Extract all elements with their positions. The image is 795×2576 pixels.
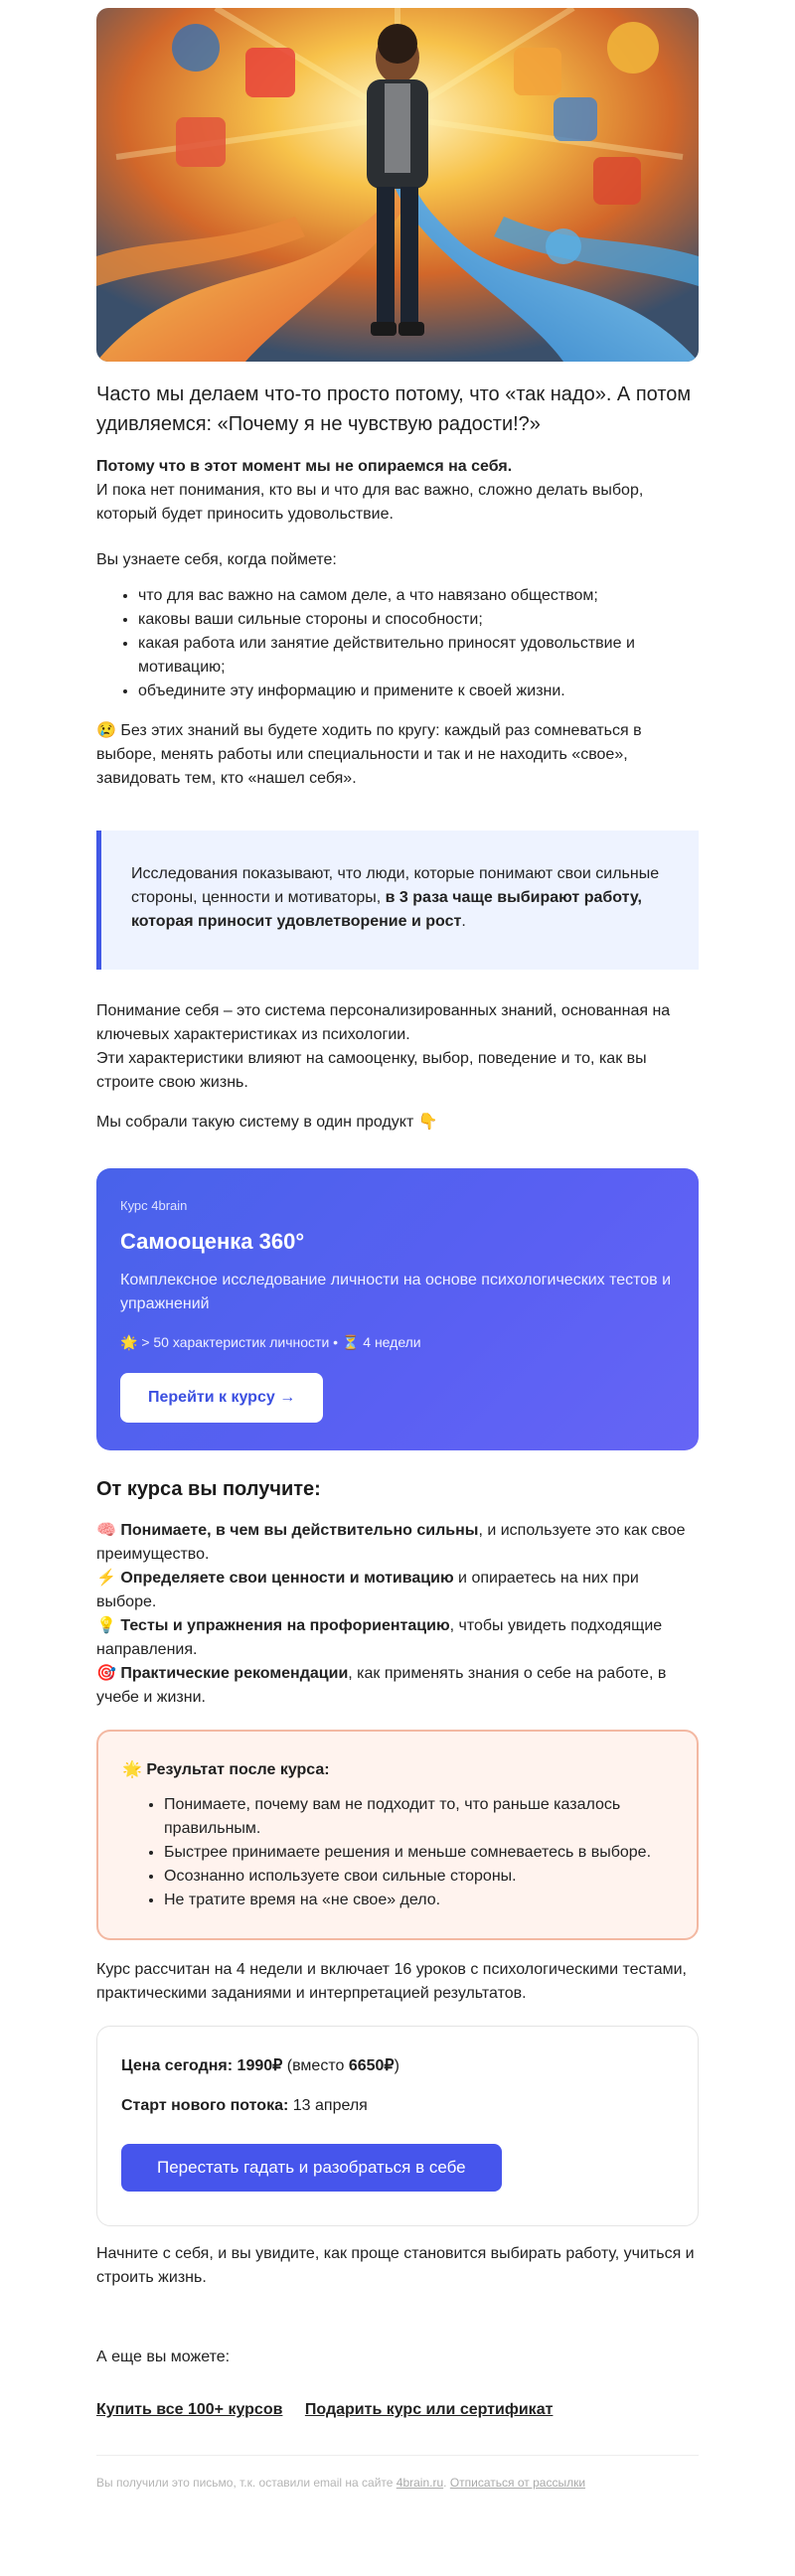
learn-heading: Вы узнаете себя, когда поймете: bbox=[96, 551, 337, 568]
intro-bold: Потому что в этот момент мы не опираемся на себя. bbox=[96, 458, 513, 475]
list-item: • Понимаете, почему вам не подходит то, что раньше казалось правильным. bbox=[164, 1793, 673, 1841]
course-brand: Курс 4brain bbox=[120, 1198, 188, 1213]
price-row: Цена сегодня: 1990₽ (вместо 6650₽) bbox=[121, 2057, 399, 2074]
brain-icon: 🧠 bbox=[96, 1522, 116, 1539]
list-item: • объедините эту информацию и примените к своей жизни. bbox=[138, 680, 699, 703]
quote-text: Исследования показывают, что люди, которые понимают свои сильные стороны, ценности и мотиваторы, bbox=[131, 865, 660, 906]
target-icon: 🎯 bbox=[96, 1665, 116, 1682]
start-date: 13 апреля bbox=[288, 2097, 368, 2114]
gift-course-link[interactable]: Подарить курс или сертификат bbox=[304, 2401, 554, 2418]
benefit-item: 💡 Тесты и упражнения на профориентацию, чтобы увидеть подходящие направления. bbox=[96, 1617, 663, 1658]
footer: Вы получили это письмо, т.к. оставили email на сайте 4brain.ru. Отписаться от рассылки bbox=[96, 2455, 699, 2490]
system-product: Мы собрали такую систему в один продукт 👇 bbox=[96, 1114, 438, 1131]
course-meta: 🌟 > 50 характеристик личности • ⏳ 4 недели bbox=[120, 1334, 421, 1350]
enroll-button[interactable]: Перестать гадать и разобраться в себе bbox=[121, 2144, 502, 2192]
list-item: • Быстрее принимаете решения и меньше сомневаетесь в выборе. bbox=[164, 1841, 673, 1865]
lead-text: Часто мы делаем что-то просто потому, что «так надо». А потом удивляемся: «Почему я не чувствую радости!?» bbox=[96, 383, 692, 435]
benefit-item: 🧠 Понимаете, в чем вы действительно сильны, и используете это как свое преимущество. bbox=[96, 1522, 686, 1563]
course-description: Комплексное исследование личности на основе психологических тестов и упражнений bbox=[120, 1272, 672, 1312]
course-card bbox=[96, 1168, 699, 1450]
list-item: • какая работа или занятие действительно приносят удовольствие и мотивацию; bbox=[138, 632, 699, 680]
benefit-item: 🎯 Практические рекомендации, как применять знания о себе на работе, в учебе и жизни. bbox=[96, 1665, 667, 1706]
price-card bbox=[96, 2026, 699, 2226]
result-card bbox=[96, 1730, 699, 1940]
benefit-item: ⚡ Определяете свои ценности и мотивацию и опираетесь на них при выборе. bbox=[96, 1570, 639, 1610]
duration-text: Курс рассчитан на 4 недели и включает 16 уроков с психологическими тестами, практическими заданиями и интерпретацией результатов. bbox=[96, 1961, 687, 2002]
site-link[interactable]: 4brain.ru bbox=[396, 2476, 444, 2490]
bulb-icon: 💡 bbox=[96, 1617, 116, 1634]
learn-list bbox=[96, 584, 699, 703]
start-row bbox=[121, 2094, 674, 2118]
list-item: • что для вас важно на самом деле, а что навязано обществом; bbox=[138, 584, 699, 608]
system-line: Понимание себя – это система персонализированных знаний, основанная на ключевых характеристиках из психологии. bbox=[96, 1002, 671, 1043]
go-to-course-button[interactable]: Перейти к курсу → bbox=[120, 1373, 323, 1423]
price-label: Цена сегодня: bbox=[121, 2057, 234, 2074]
list-item: • Не тратите время на «не свое» дело. bbox=[164, 1889, 673, 1912]
lightning-icon: ⚡ bbox=[96, 1570, 116, 1587]
price-value: 1990₽ bbox=[237, 2057, 283, 2074]
system-line: Эти характеристики влияют на самооценку, выбор, поведение и то, как вы строите свою жизнь. bbox=[96, 1050, 647, 1091]
hero-image bbox=[96, 8, 699, 362]
more-heading: А еще вы можете: bbox=[96, 2349, 231, 2365]
result-title: 🌟 Результат после курса: bbox=[122, 1761, 330, 1778]
result-list bbox=[122, 1793, 673, 1912]
system-block bbox=[96, 999, 699, 1095]
old-price: 6650₽ bbox=[348, 2057, 395, 2074]
more-links bbox=[96, 2401, 699, 2419]
benefits-list bbox=[96, 1519, 699, 1710]
start-label: Старт нового потока: bbox=[121, 2097, 289, 2114]
benefits-heading: От курса вы получите: bbox=[96, 1478, 321, 1500]
email-body bbox=[96, 8, 699, 2490]
quote-end: . bbox=[461, 913, 466, 930]
intro-text: И пока нет понимания, кто вы и что для вас важно, сложно делать выбор, который будет приносить удовольствие. bbox=[96, 482, 644, 523]
research-quote bbox=[96, 831, 699, 970]
quote-bold: в 3 раза чаще выбирают работу, которая приносит удовлетворение и рост bbox=[131, 889, 642, 930]
closing-text: Начните с себя, и вы увидите, как проще становится выбирать работу, учиться и строить жизнь. bbox=[96, 2245, 695, 2286]
unsubscribe-link[interactable]: Отписаться от рассылки bbox=[449, 2476, 586, 2490]
intro-block bbox=[96, 455, 699, 527]
buy-all-courses-link[interactable]: Купить все 100+ курсов bbox=[96, 2401, 283, 2418]
list-item: • Осознанно используете свои сильные стороны. bbox=[164, 1865, 673, 1889]
warning-text: 😢 Без этих знаний вы будете ходить по кругу: каждый раз сомневаться в выборе, менять работы или специальности и так и не находить «свое», завидовать тем, кто «нашел себя». bbox=[96, 722, 642, 787]
list-item: • каковы ваши сильные стороны и способности; bbox=[138, 608, 699, 632]
course-title: Самооценка 360° bbox=[120, 1229, 305, 1254]
